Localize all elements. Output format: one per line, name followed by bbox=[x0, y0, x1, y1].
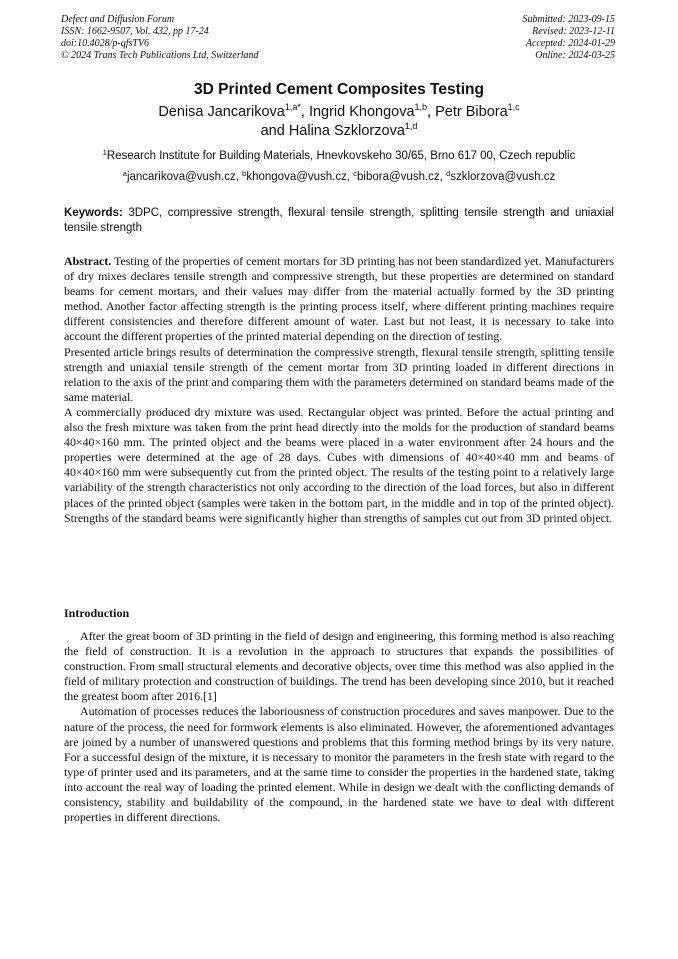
submission-dates bbox=[523, 14, 616, 62]
journal-info bbox=[61, 14, 259, 62]
author-name: Petr Bibora bbox=[435, 104, 508, 120]
author-list bbox=[0, 103, 678, 141]
date-revised: Revised: 2023-12-11 bbox=[532, 26, 615, 37]
author-affiliation-mark: 1,b bbox=[414, 102, 428, 112]
email-link[interactable]: bibora@vush.cz bbox=[357, 171, 440, 183]
affiliation-text: Research Institute for Building Materials, Hnevkovskeho 30/65, Brno 617 00, Czech republic bbox=[106, 150, 576, 162]
email-mark: d bbox=[446, 169, 451, 178]
introduction-paragraph: Automation of processes reduces the laboriousness of construction procedures and saves manpower. Due to the nature of the process, the need for formwork elements is also eliminated. However, the aforementioned advantages are joined by a number of unanswered questions and problems that this forming method brings by its very nature. For a successful design of the mixture, it is necessary to monitor the parameters in the fresh state with regard to the type of printer used and its parameters, and at the same time to consider the properties in the hardened state, taking into account the real way of loading the printed element. While in design we dealt with the conflicting demands of consistency, stability and buildability of the compound, in the hardened state we have to deal with different properties in different directions. bbox=[64, 704, 614, 825]
author-separator: and bbox=[260, 123, 289, 139]
date-online: Online: 2024-03-25 bbox=[535, 50, 615, 61]
journal-name: Defect and Diffusion Forum bbox=[61, 14, 175, 25]
keywords-text: 3DPC, compressive strength, flexural tensile strength, splitting tensile strength and uniaxial tensile strength bbox=[64, 207, 614, 234]
author-separator: , bbox=[300, 104, 309, 120]
abstract-paragraph bbox=[64, 254, 614, 345]
introduction-body bbox=[64, 629, 614, 825]
author-name: Denisa Jancarikova bbox=[158, 104, 285, 120]
author-name: Ingrid Khongova bbox=[308, 104, 415, 120]
email-link[interactable]: szklorzova@vush.cz bbox=[450, 171, 556, 183]
email-mark: b bbox=[242, 169, 247, 178]
author-separator: , bbox=[427, 104, 436, 120]
author-affiliation-mark: 1,d bbox=[404, 121, 418, 131]
email-mark: c bbox=[353, 169, 358, 178]
abstract bbox=[64, 254, 614, 526]
abstract-label: Abstract. bbox=[64, 254, 112, 268]
section-heading-introduction: Introduction bbox=[64, 606, 130, 620]
journal-doi: doi:10.4028/p-qfsTV6 bbox=[61, 38, 150, 49]
keywords-label: Keywords: bbox=[64, 207, 123, 219]
abstract-paragraph: A commercially produced dry mixture was used. Rectangular object was printed. Before the actual printing and also the fresh mixture was taken from the print head directly into the molds for the production of standard beams 40×40×160 mm. The printed object and the beams were placed in a water environment after 24 hours and the properties were determined at the age of 28 days. Cubes with dimensions of 40×40×40 mm and beams of 40×40×160 mm were subsequently cut from the printed object. The results of the testing point to a relatively large variability of the strength characteristics not only according to the direction of the load forces, but also in different places of the printed object (samples were taken in the bottom part, in the middle and in top of the printed object). Strengths of the standard beams were significantly higher than strengths of samples cut out from 3D printed object. bbox=[64, 404, 614, 525]
email-mark: a bbox=[122, 169, 127, 178]
affiliation-mark: 1 bbox=[102, 148, 107, 157]
abstract-text: Testing of the properties of cement mortars for 3D printing has not been standardized yet. Manufacturers of dry mixes declares tensile strength and compressive strength, but these properties are determined on standard beams for cement mortars, and their values may differ from the material actually formed by the 3D printing method. Another factor affecting strength is the printing process itself, where different printing machines require different consistencies and therefore different amount of water. Last but not least, it is necessary to take into account the different properties of the printed material depending on the direction of testing. bbox=[64, 254, 614, 344]
date-submitted: Submitted: 2023-09-15 bbox=[522, 14, 615, 25]
author-affiliation-mark: 1,c bbox=[507, 102, 520, 112]
author-affiliation-mark: 1,a* bbox=[284, 102, 301, 112]
keywords bbox=[64, 206, 614, 236]
email-list: $^a$jancarikova@vush.cz, $^b$khongova@vush.cz, $^c$bibora@vush.cz, $^d$szklorzova@vush.cz bbox=[122, 169, 556, 183]
author-name: Halina Szklorzova bbox=[288, 123, 405, 139]
abstract-paragraph: Presented article brings results of determination the compressive strength, flexural tensile strength, splitting tensile strength and uniaxial tensile strength of the cement mortar from 3D printing loaded in different directions in relation to the axis of the print and comparing them with the parameters determined on standard beams made of the same material. bbox=[64, 344, 614, 404]
affiliation bbox=[0, 150, 678, 162]
paper-title: 3D Printed Cement Composites Testing bbox=[194, 81, 484, 98]
journal-issn: ISSN: 1662-9507, Vol. 432, pp 17-24 bbox=[61, 26, 209, 37]
date-accepted: Accepted: 2024-01-29 bbox=[525, 38, 615, 49]
email-link[interactable]: khongova@vush.cz bbox=[246, 171, 347, 183]
introduction-paragraph: After the great boom of 3D printing in the field of design and engineering, this forming method is also reaching the field of construction. It is a revolution in the approach to structures that expands the possibilities of construction. From small structural elements and decorative objects, over time this method was also applied in the field of military protection and construction of buildings. The trend has been developing since 2010, but it reached the greatest boom after 2016.[1] bbox=[64, 629, 614, 704]
email-link[interactable]: jancarikova@vush.cz bbox=[126, 171, 236, 183]
journal-copyright: © 2024 Trans Tech Publications Ltd, Switzerland bbox=[61, 50, 259, 61]
